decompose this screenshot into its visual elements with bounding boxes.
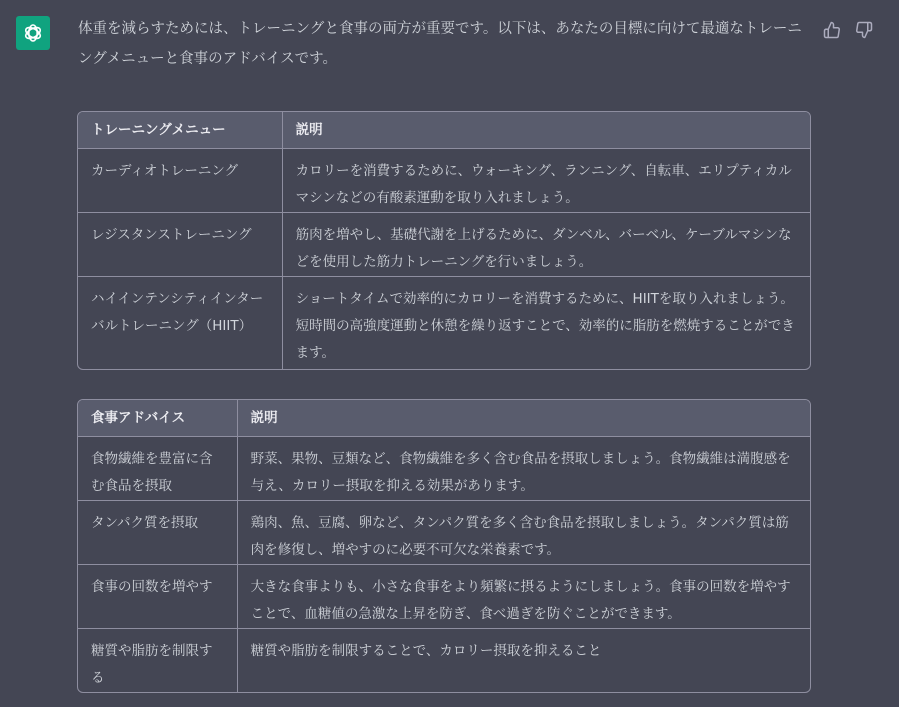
training-description-cell: ショートタイムで効率的にカロリーを消費するために、HIITを取り入れましょう。短時間の高強度運動と休憩を繰り返すことで、効率的に脂肪を燃焼することができます。 [295,291,795,361]
advice-name-cell: タンパク質を摂取 [78,501,238,565]
thumbs-down-button[interactable] [854,20,874,40]
training-name-cell: カーディオトレーニング [78,149,283,213]
assistant-avatar [16,16,50,50]
table-header-row [78,112,810,149]
table-row [78,501,810,565]
table-row [78,437,810,501]
diet-advice-table [77,399,811,693]
table-row [78,149,810,213]
column-header-diet-advice: 食事アドバイス [78,400,238,437]
training-name-cell: ハイインテンシティインターバルトレーニング（HIIT） [78,277,283,369]
advice-name-cell: 食物繊維を豊富に含む食品を摂取 [78,437,238,501]
column-header-training-menu: トレーニングメニュー [78,112,283,149]
assistant-message-text: 体重を減らすためには、トレーニングと食事の両方が重要です。以下は、あなたの目標に向けて最適なトレーニングメニューと食事のアドバイスです。 [78,21,802,67]
advice-name-cell: 食事の回数を増やす [78,565,238,629]
training-menu-table [77,111,811,370]
advice-name-cell: 糖質や脂肪を制限する [78,629,238,692]
advice-description-cell: 大きな食事よりも、小さな食事をより頻繁に摂るようにしましょう。食事の回数を増やすことで、血糖値の急激な上昇を防ぎ、食べ過ぎを防ぐことができます。 [238,565,810,629]
training-description-cell: カロリーを消費するために、ウォーキング、ランニング、自転車、エリプティカルマシンなどの有酸素運動を取り入れましょう。 [283,149,810,213]
column-header-description: 説明 [238,400,810,437]
feedback-buttons [822,20,874,40]
column-header-description: 説明 [283,112,810,149]
training-description-cell: 筋肉を増やし、基礎代謝を上げるために、ダンベル、バーベル、ケーブルマシンなどを使用した筋力トレーニングを行いましょう。 [283,213,810,277]
table-row [78,277,810,369]
advice-description-cell: 鶏肉、魚、豆腐、卵など、タンパク質を多く含む食品を摂取しましょう。タンパク質は筋肉を修復し、増やすのに必要不可欠な栄養素です。 [238,501,810,565]
table-row [78,629,810,692]
thumbs-up-icon [823,21,841,39]
table-row [78,565,810,629]
table-header-row [78,400,810,437]
thumbs-down-icon [855,21,873,39]
thumbs-up-button[interactable] [822,20,842,40]
advice-description-cell: 糖質や脂肪を制限することで、カロリー摂取を抑えること [250,643,602,659]
training-name-cell: レジスタンストレーニング [78,213,283,277]
openai-logo-icon [21,21,45,45]
advice-description-cell: 野菜、果物、豆類など、食物繊維を多く含む食品を摂取しましょう。食物繊維は満腹感を与え、カロリー摂取を抑える効果があります。 [238,437,810,501]
table-row [78,213,810,277]
